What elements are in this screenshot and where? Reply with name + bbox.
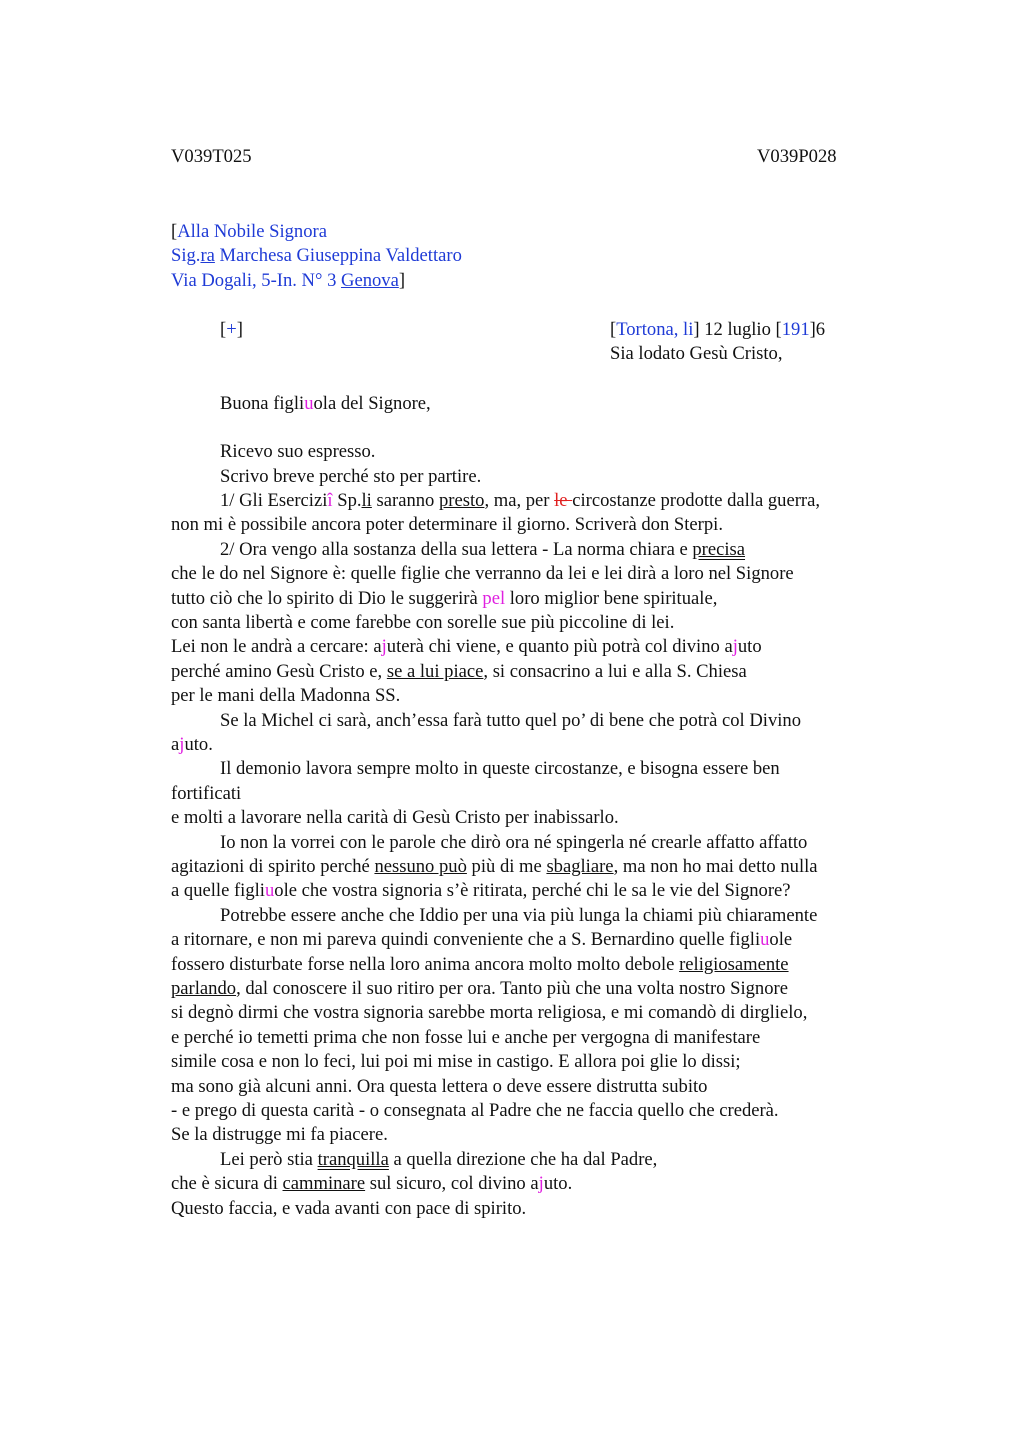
body-line: agitazioni di spirito perché nessuno può più di me sbagliare, ma non ho mai detto nulla — [171, 856, 818, 877]
body-line: che le do nel Signore è: quelle figlie che verranno da lei e lei dirà a loro nel Signore — [171, 563, 794, 584]
body-line: perché amino Gesù Cristo e, se a lui piace, si consacrino a lui e alla S. Chiesa — [171, 661, 747, 682]
body-line: fortificati — [171, 783, 242, 804]
body-line: 2/ Ora vengo alla sostanza della sua lettera - La norma chiara e precisa — [220, 539, 746, 560]
body-line: a ritornare, e non mi pareva quindi conveniente che a S. Bernardino quelle figliuole — [171, 929, 793, 950]
body-line: con santa libertà e come farebbe con sorelle sue più piccoline di lei. — [171, 612, 675, 633]
body-line: Il demonio lavora sempre molto in queste circostanze, e bisogna essere ben — [220, 758, 780, 779]
body-line: tutto ciò che lo spirito di Dio le suggerirà pel loro miglior bene spirituale, — [171, 588, 718, 609]
body-line: parlando, dal conoscere il suo ritiro per ora. Tanto più che una volta nostro Signore — [171, 978, 788, 999]
body-line: Se la Michel ci sarà, anch’essa farà tutto quel po’ di bene che potrà col Divino — [220, 710, 802, 731]
body-line: Lei non le andrà a cercare: ajuterà chi viene, e quanto più potrà col divino ajuto — [171, 636, 762, 657]
body-line: Lei però stia tranquilla a quella direzione che ha dal Padre, — [220, 1149, 658, 1170]
dateline: [Tortona, li] 12 luglio [191]6 — [610, 319, 826, 340]
address-city: Genova — [341, 270, 399, 291]
address-line-1: [Alla Nobile Signora — [171, 221, 327, 242]
body-line: Potrebbe essere anche che Iddio per una via più lunga la chiami più chiaramente — [220, 905, 818, 926]
body-line: Ricevo suo espresso. — [220, 441, 376, 462]
body-line: Se la distrugge mi fa piacere. — [171, 1124, 388, 1145]
body-line: ajuto. — [171, 734, 213, 755]
body-line: per le mani della Madonna SS. — [171, 685, 401, 706]
body-line: - e prego di questa carità - o consegnata al Padre che ne faccia quello che crederà. — [171, 1100, 779, 1121]
opening-invocation: Sia lodato Gesù Cristo, — [610, 343, 783, 364]
body-line: e molti a lavorare nella carità di Gesù Cristo per inabissarlo. — [171, 807, 619, 828]
address-line-2: Sig.ra Marchesa Giuseppina Valdettaro — [171, 245, 462, 266]
body-line: 1/ Gli Eserciziî Sp.li saranno presto, ma, per le circostanze prodotte dalla guerra, — [220, 490, 821, 511]
address-line-3: Via Dogali, 5-In. N° 3 Genova] — [171, 270, 406, 291]
document-code-left: V039T025 — [171, 146, 252, 167]
body-line: e perché io temetti prima che non fosse lui e anche per vergogna di manifestare — [171, 1027, 761, 1048]
body-line: fossero disturbate forse nella loro anima ancora molto molto debole religiosamente — [171, 954, 789, 975]
body-line: Io non la vorrei con le parole che dirò ora né spingerla né crearle affatto affatto — [220, 832, 808, 853]
body-line: Scrivo breve perché sto per partire. — [220, 466, 482, 487]
salutation: Buona figliuola del Signore, — [220, 393, 431, 414]
body-line: Questo faccia, e vada avanti con pace di spirito. — [171, 1198, 527, 1219]
body-line: simile cosa e non lo feci, lui poi mi mise in castigo. E allora poi glie lo dissi; — [171, 1051, 741, 1072]
body-line: che è sicura di camminare sul sicuro, col divino ajuto. — [171, 1173, 573, 1194]
body-line: a quelle figliuole che vostra signoria s’è ritirata, perché chi le sa le vie del Signore? — [171, 880, 791, 901]
body-line: non mi è possibile ancora poter determinare il giorno. Scriverà don Sterpi. — [171, 514, 723, 535]
body-line: ma sono già alcuni anni. Ora questa lettera o deve essere distrutta subito — [171, 1076, 708, 1097]
document-code-right: V039P028 — [757, 146, 837, 167]
cross-mark: [+] — [220, 319, 243, 340]
body-line: si degnò dirmi che vostra signoria sarebbe morta religiosa, e mi comandò di dirglielo, — [171, 1002, 808, 1023]
